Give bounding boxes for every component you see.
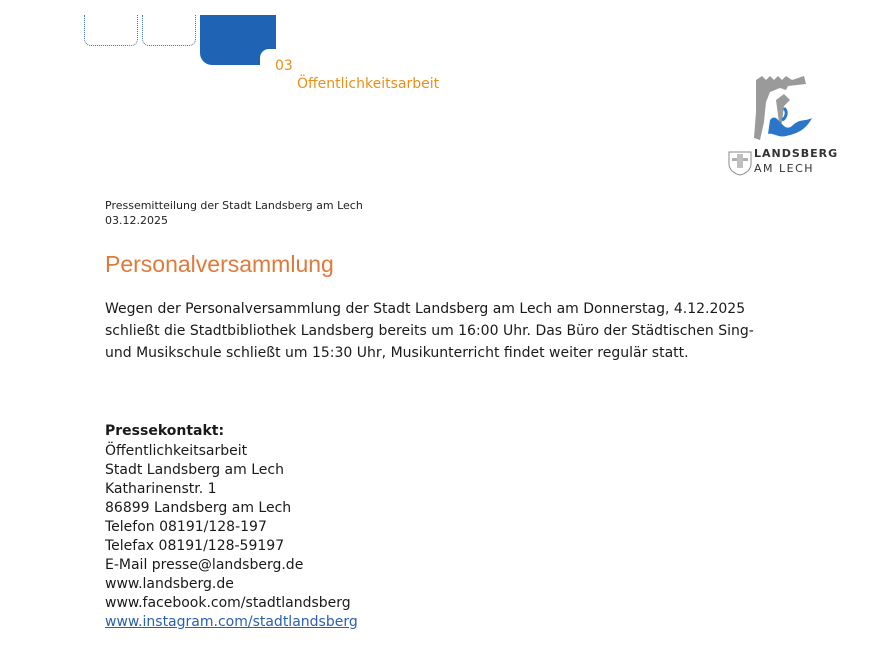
contact-organization: Stadt Landsberg am Lech	[105, 462, 284, 478]
coat-of-arms-icon	[728, 150, 752, 176]
body-paragraph-line: und Musikschule schließt um 15:30 Uhr, Musikunterricht findet weiter regulär statt.	[105, 345, 689, 361]
page-title: Personalversammlung	[105, 251, 334, 277]
logo-text-line1: LANDSBERG	[754, 147, 839, 160]
tab-outline-2	[142, 15, 196, 46]
header-tab-decoration	[84, 15, 276, 67]
contact-fax: Telefax 08191/128-59197	[105, 538, 285, 554]
body-paragraph-line: Wegen der Personalversammlung der Stadt Landsberg am Lech am Donnerstag, 4.12.2025	[105, 301, 746, 317]
contact-street: Katharinenstr. 1	[105, 481, 217, 497]
contact-email: E-Mail presse@landsberg.de	[105, 557, 304, 573]
section-number: 03	[275, 58, 293, 74]
body-paragraph-line: schließt die Stadtbibliothek Landsberg bereits um 16:00 Uhr. Das Büro der Städtischen Sing-	[105, 323, 754, 339]
logo-text-line2: AM LECH	[754, 162, 815, 175]
city-logo	[726, 72, 846, 182]
tab-outline-1	[84, 15, 138, 46]
release-source: Pressemitteilung der Stadt Landsberg am Lech	[105, 199, 363, 212]
contact-phone: Telefon 08191/128-197	[105, 519, 267, 535]
release-date: 03.12.2025	[105, 214, 168, 227]
contact-department: Öffentlichkeitsarbeit	[105, 443, 248, 459]
instagram-link[interactable]: www.instagram.com/stadtlandsberg	[105, 614, 358, 630]
contact-website: www.landsberg.de	[105, 576, 234, 592]
contact-facebook: www.facebook.com/stadtlandsberg	[105, 595, 351, 611]
section-title: Öffentlichkeitsarbeit	[297, 76, 440, 92]
contact-heading: Pressekontakt:	[105, 423, 225, 439]
city-emblem-icon	[726, 72, 846, 147]
contact-city: 86899 Landsberg am Lech	[105, 500, 292, 516]
